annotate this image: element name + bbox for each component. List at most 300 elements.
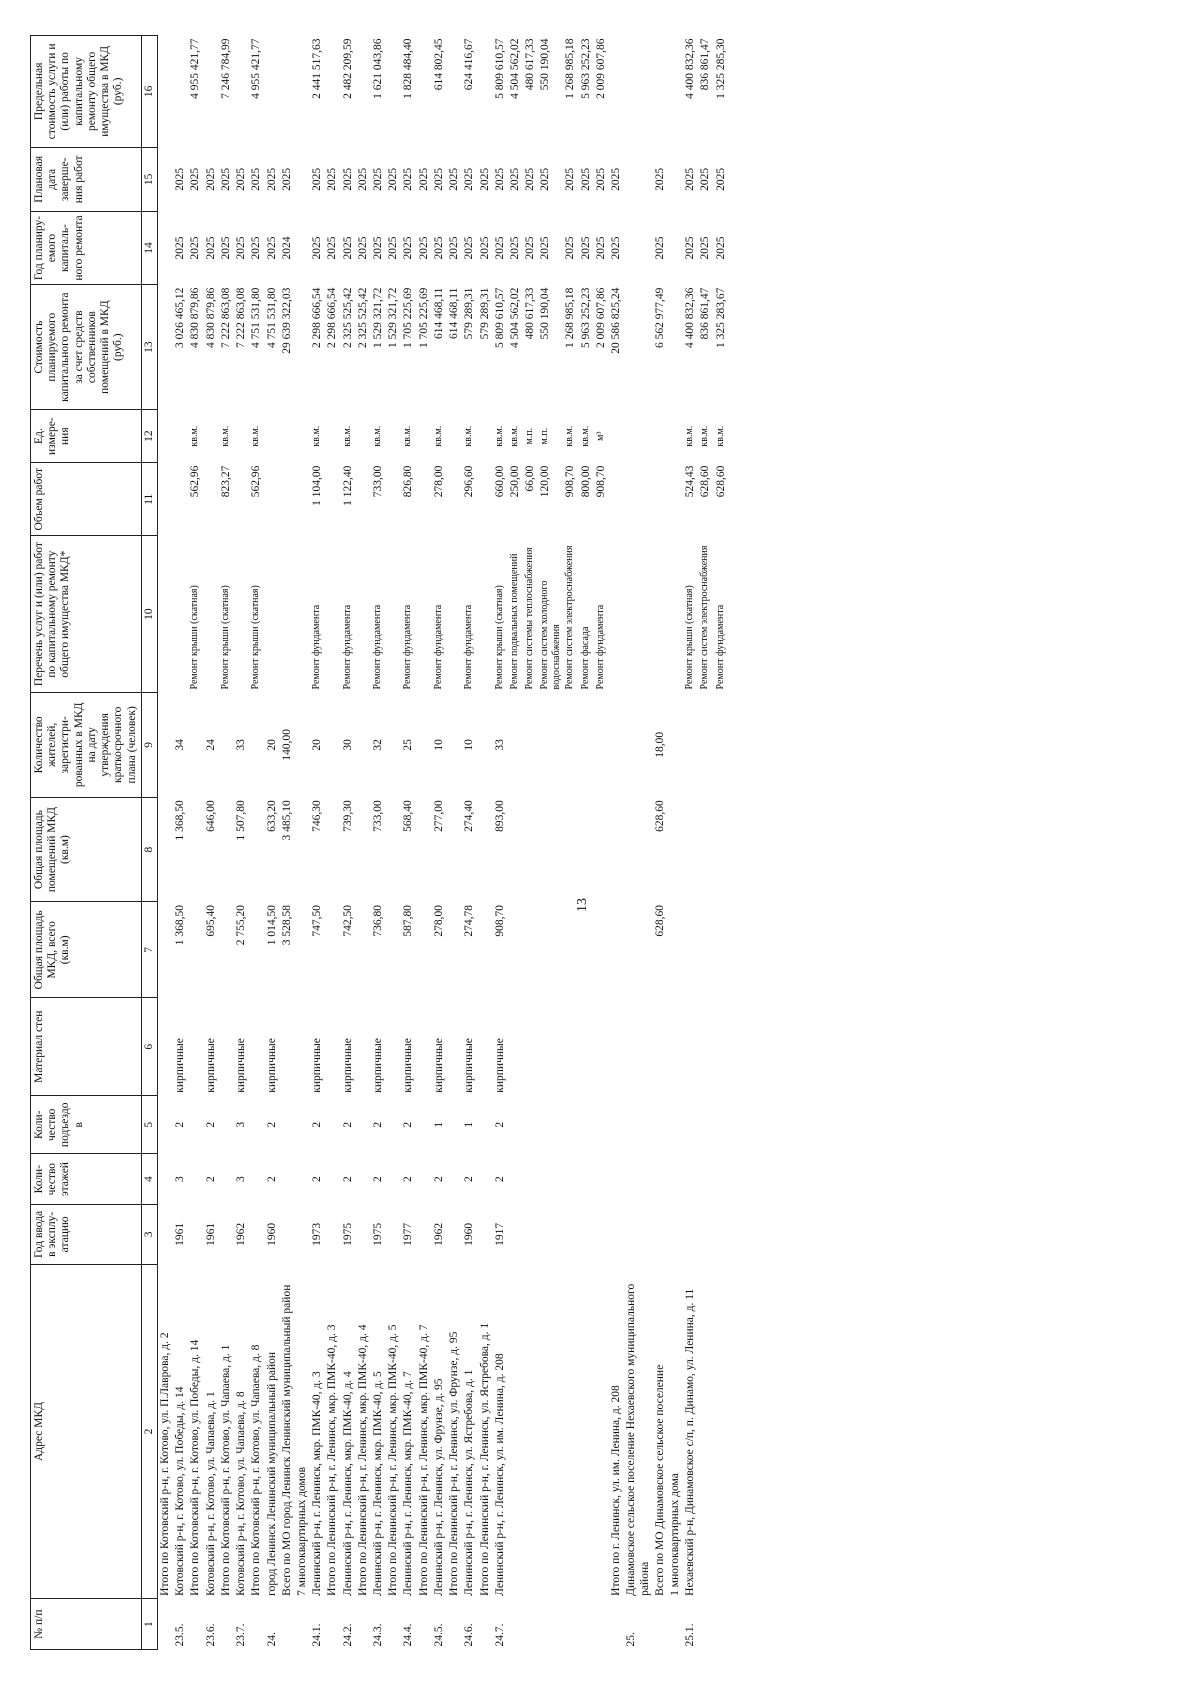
cell-col-8	[356, 797, 371, 902]
cell-col-14: 2025	[524, 236, 537, 260]
cell-col-5	[188, 1096, 203, 1154]
cell-col-15: 2025	[235, 167, 248, 191]
table-row	[683, 36, 698, 1650]
cell-col-1	[417, 1599, 432, 1650]
table-row	[386, 36, 401, 1650]
table-row	[310, 36, 325, 1650]
column-header-5: Коли-чество подъездо в	[31, 1096, 142, 1154]
table-row	[538, 36, 563, 1650]
cell-col-4	[356, 1154, 371, 1205]
cell-col-15: 2025	[341, 167, 354, 191]
cell-col-6	[653, 998, 668, 1096]
cell-col-2: Ленинский р-н, г. Ленинск, ул. Ястребова, д. 1	[463, 1369, 476, 1596]
cell-col-16: 4 400 832,36	[684, 38, 697, 99]
cell-col-12	[668, 410, 683, 463]
cell-col-6	[538, 998, 563, 1096]
cell-col-7	[447, 902, 462, 998]
cell-col-11: 278,00	[432, 465, 445, 498]
cell-col-3	[624, 1205, 652, 1265]
table-row	[280, 36, 295, 1650]
cell-col-16: 7 246 784,99	[219, 38, 232, 99]
cell-col-10	[609, 536, 624, 693]
table-row	[295, 36, 310, 1650]
cell-col-10: Ремонт крыши (скатная)	[189, 585, 201, 690]
cell-col-11: 660,00	[493, 465, 506, 498]
cell-col-16	[280, 36, 295, 148]
cell-col-8	[579, 797, 594, 902]
cell-col-1	[295, 1599, 310, 1650]
cell-col-2: Ленинский р-н, г. Ленинск, ул. Фрунзе, д. 95	[432, 1378, 445, 1596]
cell-col-11	[295, 463, 310, 536]
cell-col-7: 736,80	[372, 904, 385, 937]
cell-col-14: 2025	[579, 236, 592, 260]
cell-col-11: 250,00	[509, 465, 521, 498]
cell-col-3	[295, 1205, 310, 1265]
cell-col-7: 2 755,20	[235, 904, 248, 946]
column-header-10: Перечень услуг и (или) работ по капитальному ремонту общего имущества МКД*	[31, 536, 142, 693]
cell-col-9	[698, 692, 713, 797]
column-number-cell: 3	[141, 1205, 157, 1265]
cell-col-4	[579, 1154, 594, 1205]
cell-col-16	[295, 36, 310, 148]
cell-col-1: 24.4.	[402, 1623, 415, 1647]
cell-col-9	[188, 692, 203, 797]
cell-col-3	[356, 1205, 371, 1265]
cell-col-3	[188, 1205, 203, 1265]
cell-col-11	[157, 463, 173, 536]
cell-col-14: 2025	[235, 236, 248, 260]
cell-col-13: 3 026 465,12	[174, 287, 187, 349]
cell-col-9	[523, 692, 538, 797]
cell-col-12: кв.м.	[564, 425, 576, 447]
cell-col-3: 1975	[372, 1222, 385, 1246]
cell-col-7	[478, 902, 493, 998]
cell-col-1	[563, 1599, 578, 1650]
cell-col-15: 2025	[311, 167, 324, 191]
cell-col-1: 24.5.	[432, 1623, 445, 1647]
cell-col-12: кв.м.	[250, 425, 262, 447]
cell-col-15: 2025	[189, 167, 202, 191]
cell-col-6: кирпичные	[402, 1038, 415, 1093]
table-row	[234, 36, 249, 1650]
cell-col-8: 893,00	[493, 800, 506, 832]
cell-col-13: 2 325 525,42	[356, 287, 369, 349]
cell-col-9	[668, 692, 683, 797]
cell-col-4: 3	[235, 1176, 248, 1183]
cell-col-12: м.п.	[539, 427, 551, 445]
column-header-4: Коли-чество этажей	[31, 1154, 142, 1205]
cell-col-10: Ремонт систем электроснабжения	[699, 545, 711, 690]
cell-col-13: 550 190,04	[539, 287, 552, 340]
cell-col-15: 2025	[417, 167, 430, 191]
cell-col-1: 23.5.	[174, 1623, 187, 1647]
cell-col-15: 2025	[448, 167, 461, 191]
cell-col-7	[157, 902, 173, 998]
cell-col-9	[325, 692, 340, 797]
cell-col-10: Ремонт системы теплоснабжения	[524, 547, 536, 690]
cell-col-16: 1 325 285,30	[714, 38, 727, 99]
cell-col-11	[386, 463, 401, 536]
cell-col-16	[356, 36, 371, 148]
cell-col-10	[265, 536, 280, 693]
cell-col-5	[447, 1096, 462, 1154]
cell-col-15: 2025	[493, 167, 506, 191]
cell-col-12	[157, 410, 173, 463]
cell-col-7	[683, 902, 698, 998]
cell-col-10: Ремонт фундамента	[311, 604, 323, 690]
cell-col-6: кирпичные	[235, 1038, 248, 1093]
cell-col-6	[698, 998, 713, 1096]
cell-col-5: 2	[311, 1121, 324, 1128]
cell-col-15: 2025	[714, 167, 727, 191]
cell-col-16	[478, 36, 493, 148]
cell-col-14	[668, 211, 683, 284]
cell-col-5	[280, 1096, 295, 1154]
cell-col-5: 1	[463, 1121, 476, 1128]
cell-col-4	[417, 1154, 432, 1205]
cell-col-2: Нехаевский р-н, Динамовское с/п, п. Динамо, ул. Ленина, д. 11	[684, 1288, 697, 1596]
column-number-cell: 13	[141, 285, 157, 410]
table-row	[371, 36, 386, 1650]
table-row	[173, 36, 188, 1650]
cell-col-14: 2025	[189, 236, 202, 260]
cell-col-5: 2	[402, 1121, 415, 1128]
cell-col-14: 2025	[204, 236, 217, 260]
cell-col-11	[325, 463, 340, 536]
cell-col-12	[386, 410, 401, 463]
cell-col-1	[508, 1599, 523, 1650]
cell-col-15: 2025	[610, 167, 623, 191]
cell-col-13: 4 504 562,02	[509, 287, 521, 349]
cell-col-13: 614 468,11	[448, 287, 461, 339]
cell-col-1: 25.1.	[684, 1623, 697, 1647]
cell-col-16	[386, 36, 401, 148]
cell-col-15: 2025	[372, 167, 385, 191]
cell-col-13: 614 468,11	[432, 287, 445, 339]
cell-col-6	[478, 998, 493, 1096]
cell-col-4: 2	[432, 1176, 445, 1183]
cell-col-5	[295, 1096, 310, 1154]
cell-col-8: 646,00	[204, 800, 217, 832]
cell-col-7: 908,70	[493, 904, 506, 937]
cell-col-14: 2025	[326, 236, 339, 260]
cell-col-2: Ленинский р-н, г. Ленинск, мкр. ПМК-40, д. 7	[402, 1371, 415, 1596]
cell-col-11: 524,43	[684, 465, 697, 498]
column-number-row	[141, 36, 157, 1650]
cell-col-9: 25	[402, 739, 415, 751]
cell-col-12	[325, 410, 340, 463]
cell-col-8	[594, 797, 609, 902]
cell-col-8: 733,00	[372, 800, 385, 832]
column-header-6: Материал стен	[31, 998, 142, 1096]
cell-col-13: 579 289,31	[478, 287, 491, 340]
cell-col-13: 5 963 252,23	[579, 287, 592, 349]
cell-col-14	[295, 211, 310, 284]
cell-col-13: 1 705 225,69	[417, 287, 430, 349]
cell-col-2: Ленинский р-н, г. Ленинск, мкр. ПМК-40, д. 3	[311, 1371, 324, 1596]
cell-col-10	[386, 536, 401, 693]
cell-col-4	[447, 1154, 462, 1205]
cell-col-11	[234, 463, 249, 536]
table-row	[609, 36, 624, 1650]
cell-col-2: город Ленинск Ленинский муниципальный район	[265, 1351, 278, 1596]
cell-col-15	[624, 147, 652, 211]
cell-col-6: кирпичные	[463, 1038, 476, 1093]
column-number-cell: 4	[141, 1154, 157, 1205]
cell-col-12	[356, 410, 371, 463]
cell-col-3	[280, 1205, 295, 1265]
cell-col-16: 4 955 421,77	[189, 38, 202, 99]
table-row	[447, 36, 462, 1650]
table-row	[341, 36, 356, 1650]
cell-col-9: 33	[235, 739, 248, 751]
cell-col-4: 2	[493, 1176, 506, 1183]
cell-col-8: 1 507,80	[235, 800, 248, 841]
cell-col-12: кв.м.	[219, 425, 231, 447]
cell-col-4	[683, 1154, 698, 1205]
cell-col-14: 2025	[448, 236, 461, 260]
cell-col-8	[478, 797, 493, 902]
cell-col-8	[624, 797, 652, 902]
cell-col-6	[356, 998, 371, 1096]
cell-col-7	[386, 902, 401, 998]
cell-col-16	[173, 36, 188, 148]
cell-col-1	[157, 1599, 173, 1650]
cell-col-15: 2025	[524, 167, 537, 191]
cell-col-14: 2025	[714, 236, 727, 260]
cell-col-5	[579, 1096, 594, 1154]
cell-col-7: 747,50	[311, 904, 324, 937]
cell-col-14: 2025	[493, 236, 506, 260]
column-number-cell: 5	[141, 1096, 157, 1154]
cell-col-9: 20	[265, 739, 278, 751]
cell-col-13: 836 861,47	[699, 287, 712, 340]
cell-col-7: 695,40	[204, 904, 217, 937]
column-number-cell: 10	[141, 536, 157, 693]
cell-col-1: 24.	[265, 1632, 278, 1647]
column-number-cell: 9	[141, 692, 157, 797]
cell-col-5	[683, 1096, 698, 1154]
cell-col-13: 2 009 607,86	[594, 287, 607, 349]
cell-col-7	[579, 902, 594, 998]
cell-col-6	[563, 998, 578, 1096]
cell-col-5	[594, 1096, 609, 1154]
cell-col-15: 2025	[463, 167, 476, 191]
cell-col-1	[386, 1599, 401, 1650]
cell-col-2	[594, 1264, 609, 1599]
table-row	[508, 36, 523, 1650]
cell-col-2: Котовский р-н, г. Котово, ул. Чапаева, д. 8	[235, 1391, 248, 1596]
cell-col-6	[624, 998, 652, 1096]
cell-col-15	[668, 147, 683, 211]
cell-col-6	[188, 998, 203, 1096]
cell-col-11: 800,00	[579, 465, 592, 498]
cell-col-2: Итого по г. Ленинск, ул. им. Ленина, д. 208	[610, 1385, 623, 1596]
cell-col-7: 1 368,50	[174, 904, 187, 946]
cell-col-4: 2	[204, 1176, 217, 1183]
cell-col-9: 34	[174, 739, 187, 751]
cell-col-9	[683, 692, 698, 797]
cell-col-6: кирпичные	[432, 1038, 445, 1093]
table-row	[249, 36, 264, 1650]
cell-col-7	[295, 902, 310, 998]
cell-col-7: 628,60	[653, 904, 666, 937]
cell-col-15: 2025	[402, 167, 415, 191]
cell-col-5: 3	[235, 1121, 248, 1128]
cell-col-8	[683, 797, 698, 902]
cell-col-13: 4 830 879,86	[189, 287, 202, 349]
cell-col-11	[478, 463, 493, 536]
cell-col-1	[249, 1599, 264, 1650]
cell-col-2: Итого по Котовский р-н, г. Котово, ул. П.Лаврова, д. 2	[158, 1332, 171, 1596]
cell-col-13: 1 529 321,72	[387, 287, 400, 349]
cell-col-11	[173, 463, 188, 536]
cell-col-8: 1 368,50	[174, 800, 187, 841]
cell-col-13: 1 529 321,72	[372, 287, 385, 349]
cell-col-4: 2	[311, 1176, 324, 1183]
cell-col-13: 7 222 863,08	[219, 287, 232, 349]
cell-col-6	[325, 998, 340, 1096]
table-row	[188, 36, 203, 1650]
cell-col-12	[204, 410, 219, 463]
cell-col-4	[698, 1154, 713, 1205]
cell-col-2: Ленинский р-н, г. Ленинск, ул. им. Ленина, д. 208	[493, 1353, 506, 1596]
cell-col-3	[563, 1205, 578, 1265]
cell-col-10: Ремонт фундамента	[402, 604, 414, 690]
column-number-cell: 16	[141, 36, 157, 148]
cell-col-9: 30	[341, 739, 354, 751]
cell-col-12: кв.м.	[311, 425, 323, 447]
cell-col-10	[204, 536, 219, 693]
cell-col-7: 3 528,58	[280, 904, 293, 946]
cell-col-3: 1962	[235, 1222, 248, 1246]
table-row	[523, 36, 538, 1650]
cell-col-5: 2	[204, 1121, 217, 1128]
cell-col-8	[668, 797, 683, 902]
cell-col-8	[325, 797, 340, 902]
cell-col-4	[538, 1154, 563, 1205]
table-header-row	[31, 36, 142, 1650]
cell-col-3	[325, 1205, 340, 1265]
cell-col-4	[563, 1154, 578, 1205]
cell-col-11	[356, 463, 371, 536]
table-row	[668, 36, 683, 1650]
cell-col-7	[508, 902, 523, 998]
cell-col-16	[668, 36, 683, 148]
column-number-cell: 15	[141, 147, 157, 211]
cell-col-12: кв.м.	[372, 425, 384, 447]
cell-col-2: 7 многоквартирных домов	[295, 1466, 308, 1596]
cell-col-8	[447, 797, 462, 902]
cell-col-6: кирпичные	[204, 1038, 217, 1093]
cell-col-3	[249, 1205, 264, 1265]
cell-col-6	[523, 998, 538, 1096]
cell-col-1: 23.6.	[204, 1623, 217, 1647]
cell-col-16: 1 621 043,86	[372, 38, 385, 99]
cell-col-12	[653, 410, 668, 463]
cell-col-7: 1 014,50	[265, 904, 278, 946]
cell-col-16: 1 828 484,40	[402, 38, 415, 99]
cell-col-14	[157, 211, 173, 284]
cell-col-7	[624, 902, 652, 998]
cell-col-8: 3 485,10	[280, 800, 293, 841]
cell-col-10: Ремонт крыши (скатная)	[250, 585, 262, 690]
cell-col-6	[295, 998, 310, 1096]
cell-col-1	[523, 1599, 538, 1650]
cell-col-15: 2025	[250, 167, 263, 191]
cell-col-15: 2025	[478, 167, 491, 191]
cell-col-12	[173, 410, 188, 463]
column-header-11: Объем работ	[31, 463, 142, 536]
cell-col-14: 2025	[539, 236, 552, 260]
cell-col-13: 1 268 985,18	[564, 287, 577, 349]
cell-col-1: 25.	[625, 1632, 638, 1647]
cell-col-15: 2025	[699, 167, 712, 191]
cell-col-8: 739,30	[341, 800, 354, 832]
cell-col-5	[609, 1096, 624, 1154]
cell-col-10: Ремонт крыши (скатная)	[219, 585, 231, 690]
cell-col-5	[538, 1096, 563, 1154]
cell-col-6: кирпичные	[341, 1038, 354, 1093]
cell-col-3	[653, 1205, 668, 1265]
cell-col-9	[249, 692, 264, 797]
cell-col-1	[653, 1599, 668, 1650]
cell-col-5	[653, 1096, 668, 1154]
cell-col-16: 614 802,45	[432, 38, 445, 91]
table-row	[594, 36, 609, 1650]
cell-col-12	[417, 410, 432, 463]
column-header-1: № п/п	[31, 1599, 142, 1650]
cell-col-8	[249, 797, 264, 902]
cell-col-7	[417, 902, 432, 998]
cell-col-2: Итого по Котовский р-н, г. Котово, ул. Победы, д. 14	[189, 1339, 202, 1596]
cell-col-3	[523, 1205, 538, 1265]
cell-col-3	[386, 1205, 401, 1265]
cell-col-1	[478, 1599, 493, 1650]
cell-col-3: 1975	[341, 1222, 354, 1246]
cell-col-9	[478, 692, 493, 797]
column-number-cell: 8	[141, 797, 157, 902]
cell-col-7	[668, 902, 683, 998]
cell-col-10: Ремонт фасада	[579, 626, 591, 690]
cell-col-14: 2025	[341, 236, 354, 260]
cell-col-16: 550 190,04	[539, 38, 552, 91]
cell-col-6	[417, 998, 432, 1096]
cell-col-13	[295, 285, 310, 410]
column-number-cell: 11	[141, 463, 157, 536]
cell-col-1	[219, 1599, 234, 1650]
cell-col-9	[563, 692, 578, 797]
cell-col-4	[478, 1154, 493, 1205]
cell-col-11: 908,70	[594, 465, 607, 498]
page-number: 13	[575, 898, 590, 912]
cell-col-10: Ремонт крыши (скатная)	[493, 585, 505, 690]
cell-col-15: 2025	[684, 167, 697, 191]
cell-col-6: кирпичные	[265, 1038, 278, 1093]
cell-col-12: кв.м.	[699, 425, 711, 447]
cell-col-16: 1 268 985,18	[564, 38, 577, 99]
cell-col-2	[698, 1264, 713, 1599]
cell-col-13: 4 830 879,86	[204, 287, 217, 349]
cell-col-16: 5 809 610,57	[493, 38, 506, 99]
table-row	[157, 36, 173, 1650]
column-number-cell: 14	[141, 211, 157, 284]
cell-col-4	[609, 1154, 624, 1205]
cell-col-8: 746,30	[311, 800, 324, 832]
cell-col-10: Ремонт фундамента	[432, 604, 444, 690]
cell-col-7: 278,00	[432, 904, 445, 937]
capital-repair-table	[30, 35, 729, 1650]
